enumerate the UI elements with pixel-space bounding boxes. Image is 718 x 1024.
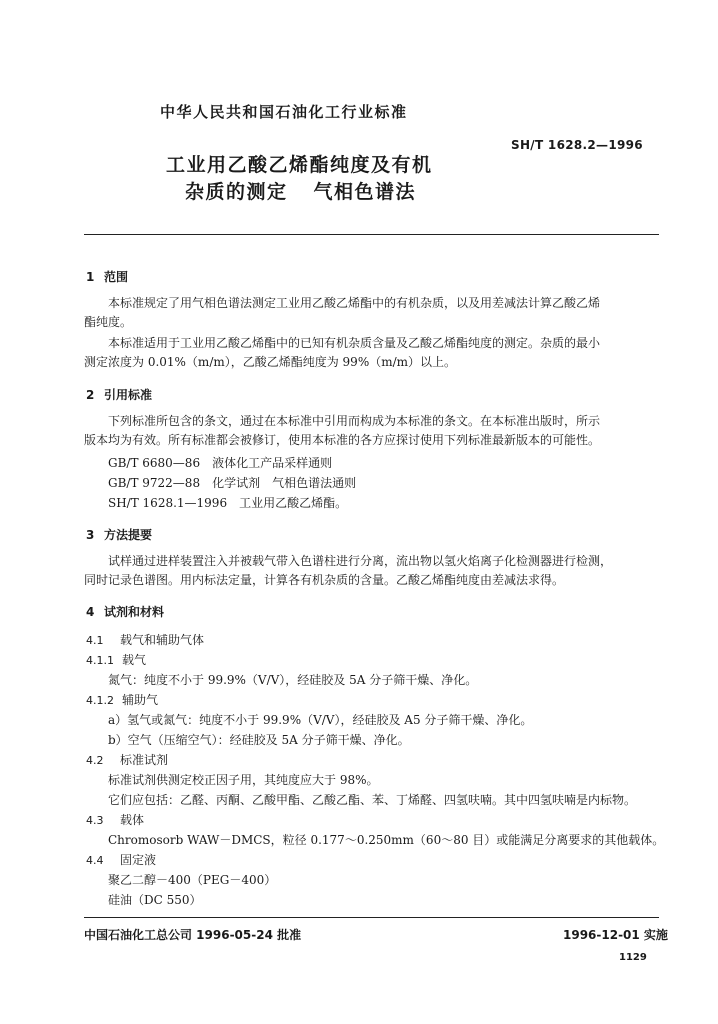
section-2-heading — [86, 386, 152, 403]
section-3-heading — [86, 526, 152, 543]
bottom-rule — [84, 917, 659, 918]
page-number: 1129 — [619, 952, 647, 963]
standard-reagent-text-1: 标准试剂供测定校正因子用，其纯度应大于 98%。 — [108, 773, 379, 787]
subsection-number: 4.1 — [86, 634, 104, 647]
carrier-gas-text: 氮气：纯度不小于 99.9%（V/V），经硅胶及 5A 分子筛干燥、净化。 — [108, 673, 478, 687]
standard-reagent-text-2: 它们应包括：乙醛、丙酮、乙酸甲酯、乙酸乙酯、苯、丁烯醛、四氢呋喃。其中四氢呋喃是内标物。 — [108, 793, 637, 807]
aux-gas-item-b: b）空气（压缩空气）：经硅胶及 5A 分子筛干燥、净化。 — [108, 733, 410, 747]
aux-gas-item-a: a）氢气或氮气：纯度不小于 99.9%（V/V），经硅胶及 A5 分子筛干燥、净化。 — [108, 713, 533, 727]
subsection-number: 4.1.1 — [86, 654, 114, 667]
section-title: 引用标准 — [104, 388, 153, 402]
subsection-4-2 — [86, 751, 168, 768]
subsection-title: 载体 — [120, 813, 145, 827]
title-line-1: 工业用乙酸乙烯酯纯度及有机 — [166, 154, 433, 176]
subsection-title: 载气和辅助气体 — [120, 633, 205, 647]
subsection-number: 4.4 — [86, 854, 104, 867]
subsection-number: 4.1.2 — [86, 694, 114, 707]
s1-para-2-line-2: 测定浓度为 0.01%（m/m），乙酸乙烯酯纯度为 99%（m/m）以上。 — [84, 355, 457, 369]
support-text: Chromosorb WAW－DMCS，粒径 0.177～0.250mm（60～80 目）或能满足分离要求的其他载体。 — [108, 833, 665, 847]
subsection-4-1-1 — [86, 651, 146, 668]
subsection-title: 标准试剂 — [120, 753, 169, 767]
subsection-4-1 — [86, 631, 204, 648]
section-title: 试剂和材料 — [104, 605, 165, 619]
document-header: 中华人民共和国石油化工行业标准 — [160, 103, 408, 121]
subsection-4-1-2 — [86, 691, 158, 708]
subsection-number: 4.3 — [86, 814, 104, 827]
s2-para-line-2: 版本均为有效。所有标准都会被修订，使用本标准的各方应探讨使用下列标准最新版本的可能性。 — [84, 433, 601, 447]
s3-para-line-2: 同时记录色谱图。用内标法定量，计算各有机杂质的含量。乙酸乙烯酯纯度由差减法求得。 — [84, 573, 565, 587]
title-part-a: 杂质的测定 — [185, 181, 288, 203]
section-4-heading — [86, 603, 164, 620]
subsection-title: 载气 — [122, 653, 147, 667]
subsection-4-4 — [86, 851, 156, 868]
section-title: 方法提要 — [104, 528, 153, 542]
s1-para-1-line-1: 本标准规定了用气相色谱法测定工业用乙酸乙烯酯中的有机杂质，以及用差减法计算乙酸乙烯 — [108, 296, 601, 310]
reference-item: SH/T 1628.1—1996 工业用乙酸乙烯酯。 — [108, 496, 348, 510]
title-line-2 — [185, 177, 416, 204]
section-title: 范围 — [104, 270, 129, 284]
section-number: 3 — [86, 528, 95, 542]
stationary-phase-2: 硅油（DC 550） — [108, 893, 202, 907]
implementation-date: 1996-12-01 实施 — [563, 928, 668, 942]
subsection-number: 4.2 — [86, 754, 104, 767]
approval-note: 中国石油化工总公司 1996-05-24 批准 — [84, 928, 302, 942]
section-number: 1 — [86, 270, 95, 284]
title-part-b: 气相色谱法 — [313, 181, 417, 203]
section-number: 2 — [86, 388, 95, 402]
reference-item: GB/T 6680—86 液体化工产品采样通则 — [108, 456, 333, 470]
s2-para-line-1: 下列标准所包含的条文，通过在本标准中引用而构成为本标准的条文。在本标准出版时，所示 — [108, 414, 601, 428]
s1-para-1-line-2: 酯纯度。 — [84, 315, 133, 329]
top-rule — [84, 234, 659, 235]
standard-number: SH/T 1628.2—1996 — [511, 138, 643, 152]
subsection-4-3 — [86, 811, 144, 828]
section-1-heading — [86, 268, 128, 285]
s1-para-2-line-1: 本标准适用于工业用乙酸乙烯酯中的已知有机杂质含量及乙酸乙烯酯纯度的测定。杂质的最小 — [108, 336, 601, 350]
subsection-title: 辅助气 — [122, 693, 159, 707]
stationary-phase-1: 聚乙二醇－400（PEG－400） — [108, 873, 277, 887]
s3-para-line-1: 试样通过进样装置注入并被载气带入色谱柱进行分离，流出物以氢火焰离子化检测器进行检测， — [108, 554, 613, 568]
section-number: 4 — [86, 605, 95, 619]
reference-item: GB/T 9722—88 化学试剂 气相色谱法通则 — [108, 476, 357, 490]
subsection-title: 固定液 — [120, 853, 157, 867]
